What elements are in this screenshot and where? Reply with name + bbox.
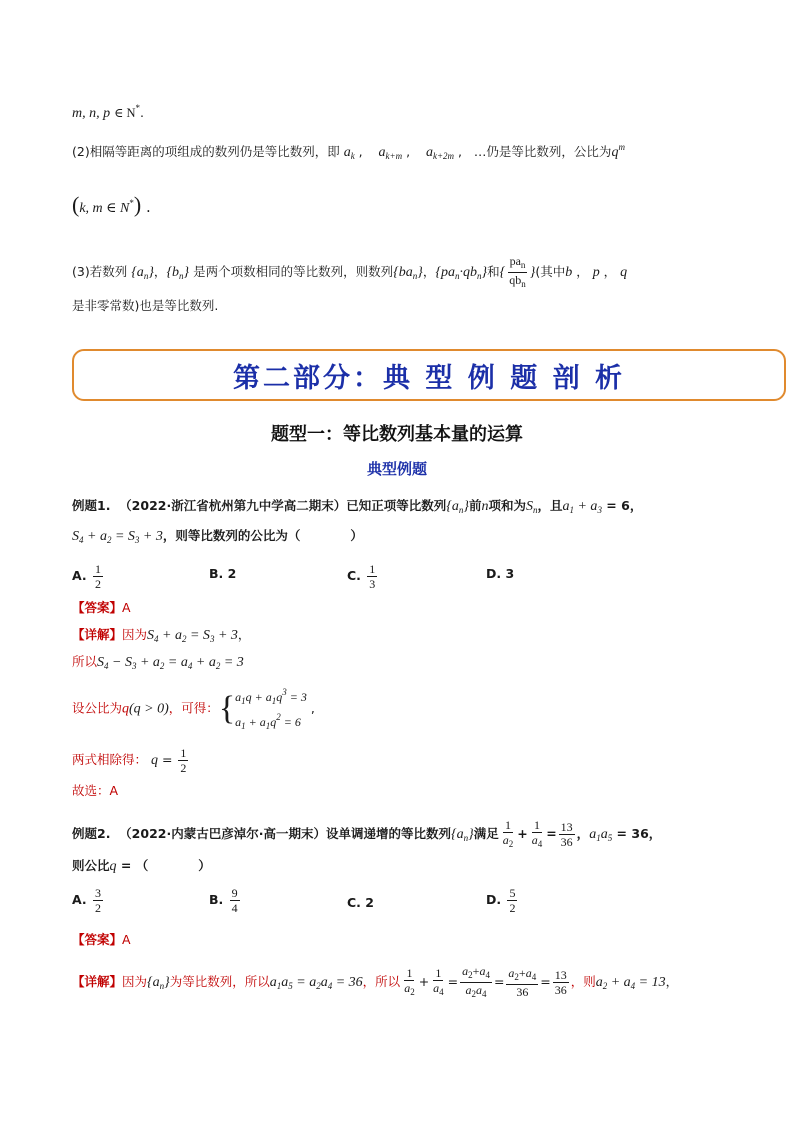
intro-line-5 xyxy=(72,296,218,316)
ex2-option-c[interactable]: C. 2 xyxy=(347,895,374,910)
ex1-detail-2: 所以$S_4 - S_3 + a_2 = a_4 + a_2 = 3$ xyxy=(72,654,244,671)
ex1-detail-5 xyxy=(72,781,118,801)
ex2-source: （2022·内蒙古巴彦淖尔·高一期末）设单调递增的等比数列 xyxy=(119,826,451,841)
answer-tag: 【答案】 xyxy=(72,932,123,947)
ex1-option-c[interactable]: C. $\frac{1}{3}$ xyxy=(347,562,376,591)
ex2-mid: 满足 xyxy=(473,826,499,841)
option-label: C. xyxy=(347,568,361,583)
intro-line-3: (k, m ∈ N*) . xyxy=(72,192,151,217)
ex1-detail-3: 设公比为q(q > 0)，可得：{$a_1q + a_1q^3 = 3$ $a_1 + a_1q^2 = 6$ , xyxy=(72,687,315,731)
ex1-mid2: 项和为 xyxy=(488,498,526,513)
ex1-label: 例题1. xyxy=(72,498,111,513)
detail-text: 为等比数列，所以 xyxy=(169,974,270,989)
ex1-detail-1: 【详解】因为$S_4 + a_2 = S_3 + 3$， xyxy=(72,627,251,644)
property-3-e: 是非零常数)也是等比数列. xyxy=(72,298,219,313)
intro-line-1: m, n, p ∈ N*. xyxy=(72,103,144,121)
ex1-option-a[interactable]: A. $\frac{1}{2}$ xyxy=(72,562,102,591)
ex2-option-a[interactable]: A. $\frac{3}{2}$ xyxy=(72,886,102,915)
answer-tag: 【答案】 xyxy=(72,600,123,615)
intro-line-2: (2)相隔等距离的项组成的数列仍是等比数列，即 $a_k$ , $a_{k+m}$ , $a_{k+2m}$ , …仍是等比数列，公比为$q^m$ xyxy=(72,142,625,161)
ex1-mid3: ，且 xyxy=(537,498,563,513)
property-3-d: (其中 xyxy=(535,264,566,279)
detail-text: 设公比为 xyxy=(72,700,123,716)
option-label: A. xyxy=(72,892,87,907)
detail-text: 故选： xyxy=(72,783,110,798)
intro-line-4: (3)若数列 $\{a_n\}$，$\{b_n\}$ 是两个项数相同的等比数列，则数列$\{ba_n\}$，$\{pa_n\cdot qb_n\}$和{ $\frac{pa_n}{qb_n}$ }(其中b ， p ， q xyxy=(72,254,628,289)
detail-text: 因为 xyxy=(122,974,148,989)
property-3-c: 和 xyxy=(487,264,500,279)
property-2-text: (2)相隔等距离的项组成的数列仍是等比数列，即 xyxy=(72,144,340,159)
ex2-answer xyxy=(72,930,131,950)
detail-tag: 【详解】 xyxy=(72,974,123,989)
ex1-option-b[interactable]: B. 2 xyxy=(209,566,237,581)
property-2-mid: …仍是等比数列，公比为 xyxy=(473,144,612,159)
ex1-line-1: 例题1. （2022·浙江省杭州第九中学高二期末）已知正项等比数列$\{a_n\}$前n项和为$S_n$，且$a_1 + a_3 = 6$， xyxy=(72,498,643,515)
ex1-option-d[interactable]: D. 3 xyxy=(486,566,515,581)
ex1-source: （2022·浙江省杭州第九中学高二期末）已知正项等比数列 xyxy=(119,498,447,513)
section-subtitle: 典型例题 xyxy=(366,460,427,478)
ex1-eq1: = 6， xyxy=(606,498,643,513)
ex1-line-2: $S_4 + a_2 = S_3 + 3$，则等比数列的公比为（ ） xyxy=(72,528,363,545)
detail-text: 所以 xyxy=(72,654,98,669)
option-label: B. xyxy=(209,892,224,907)
detail-text: ，则 xyxy=(570,974,596,989)
detail-text: ，可得： xyxy=(168,700,219,716)
part-two-banner xyxy=(72,349,786,401)
detail-tag: 【详解】 xyxy=(72,627,123,642)
set-membership: ∈ N xyxy=(114,106,136,120)
option-label: A. xyxy=(72,568,87,583)
ex1-question: ，则等比数列的公比为（ ） xyxy=(162,528,363,543)
banner-title: 第二部分：典 型 例 题 剖 析 xyxy=(233,362,625,394)
ex2-question: 则公比 xyxy=(72,858,110,873)
detail-text: ，所以 xyxy=(362,974,401,989)
ex1-detail-4: 两式相除得： q = $\frac{1}{2}$ xyxy=(72,746,187,775)
ex2-option-d[interactable]: D. $\frac{5}{2}$ xyxy=(486,886,516,915)
ex1-answer xyxy=(72,598,131,618)
ex2-line-1: 例题2. （2022·内蒙古巴彦淖尔·高一期末）设单调递增的等比数列$\{a_n\}$满足 $\frac{1}{a_2}$ + $\frac{1}{a_4}$ = $\frac{13}{36}$ ，$a_1a_5 = 36$， xyxy=(72,818,662,849)
answer-value: A xyxy=(122,600,131,615)
detail-value: A xyxy=(109,783,119,798)
detail-text: 两式相除得： xyxy=(72,752,148,767)
ex2-question-tail: = （ ） xyxy=(120,858,211,873)
ex2-tail: = 36， xyxy=(616,826,662,841)
ex2-option-b[interactable]: B. $\frac{9}{4}$ xyxy=(209,886,238,915)
property-3-b: 是两个项数相同的等比数列，则数列 xyxy=(193,264,394,279)
section-title: 题型一：等比数列基本量的运算 xyxy=(271,424,523,445)
ex1-mid: 前 xyxy=(468,498,482,513)
detail-text: 因为 xyxy=(122,627,148,642)
answer-value: A xyxy=(122,932,131,947)
ex2-label: 例题2. xyxy=(72,826,111,841)
ex2-line-2: 则公比q = （ ） xyxy=(72,858,211,874)
option-label: D. xyxy=(486,892,502,907)
ex2-detail-1: 【详解】因为$\{a_n\}$为等比数列，所以$a_1a_5 = a_2a_4 = 36$，所以 $\frac{1}{a_2}$ + $\frac{1}{a_4}$ = $\frac{a_2+a_4}{a_2a_4}$ = $\frac{a_2+a_4}{36}$ = $\frac{13}{36}$ ，则$a_2 + a_4 = 13$， xyxy=(72,964,679,999)
property-3-a: (3)若数列 xyxy=(72,264,128,279)
property-2-condition: k, m ∈ N xyxy=(79,201,130,216)
